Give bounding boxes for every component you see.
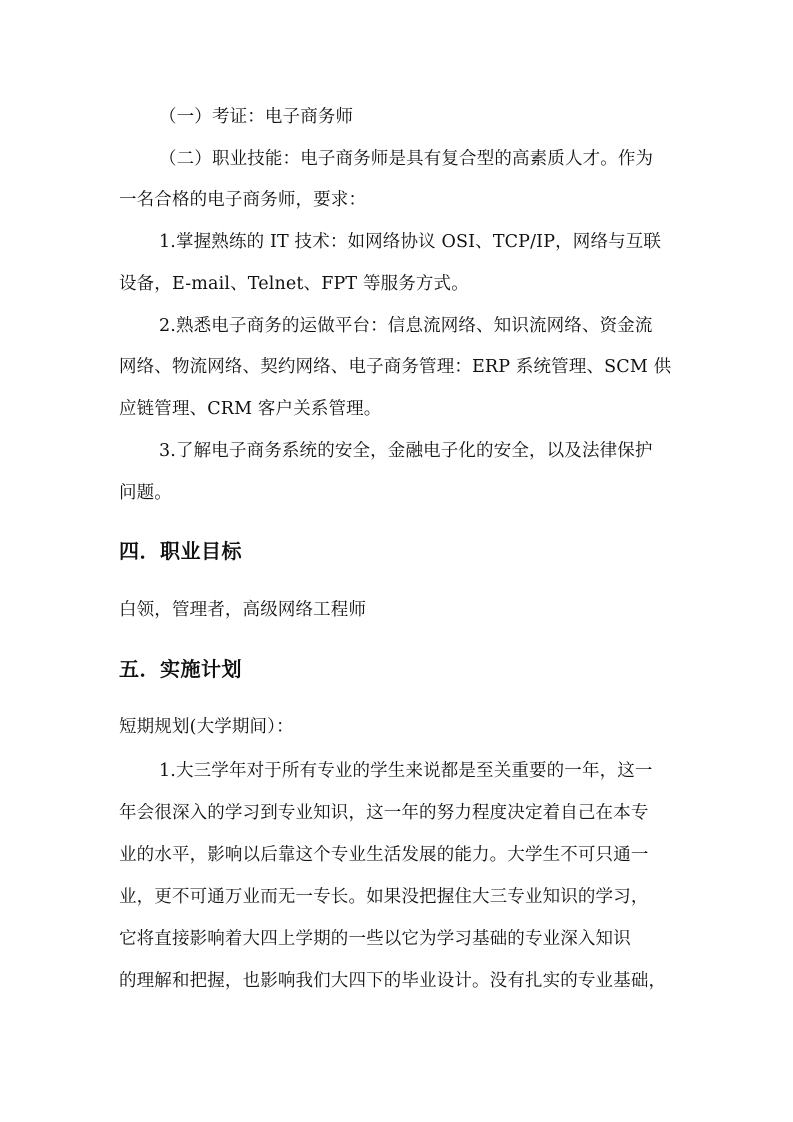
section-four-heading: 四．职业目标 [119,539,242,563]
item3-line-2: 问题。 [119,483,172,503]
short-term-plan-subheading: 短期规划(大学期间）： [119,717,294,737]
item3-line-1: 3.了解电子商务系统的安全，金融电子化的安全，以及法律保护 [159,441,653,461]
paragraph-line-2: 年会很深入的学习到专业知识，这一年的努力程度决定着自己在本专 [119,803,649,823]
paragraph-line-3: 业的水平，影响以后靠这个专业生活发展的能力。大学生不可只通一 [119,845,649,865]
cert-line: （一）考证：电子商务师 [159,107,354,127]
item1-line-2: 设备，E-mail、Telnet、FPT 等服务方式。 [119,274,469,294]
paragraph-line-4: 业，更不可通万业而无一专长。如果没把握住大三专业知识的学习， [119,887,649,907]
section-four-text: 白领，管理者，高级网络工程师 [119,600,367,620]
section-five-heading: 五．实施计划 [119,657,242,681]
paragraph-line-6: 的理解和把握，也影响我们大四下的毕业设计。没有扎实的专业基础， [119,971,667,991]
skills-line-1: （二）职业技能：电子商务师是具有复合型的高素质人才。作为 [159,149,654,169]
skills-line-2: 一名合格的电子商务师，要求： [119,190,367,210]
item2-line-2: 网络、物流网络、契约网络、电子商务管理：ERP 系统管理、SCM 供 [119,357,672,377]
item1-line-1: 1.掌握熟练的 IT 技术：如网络协议 OSI、TCP/IP，网络与互联 [159,232,662,252]
item2-line-3: 应链管理、CRM 客户关系管理。 [119,399,382,419]
item2-line-1: 2.熟悉电子商务的运做平台：信息流网络、知识流网络、资金流 [159,316,653,336]
paragraph-line-1: 1.大三学年对于所有专业的学生来说都是至关重要的一年，这一 [159,761,653,781]
paragraph-line-5: 它将直接影响着大四上学期的一些以它为学习基础的专业深入知识 [119,929,631,949]
